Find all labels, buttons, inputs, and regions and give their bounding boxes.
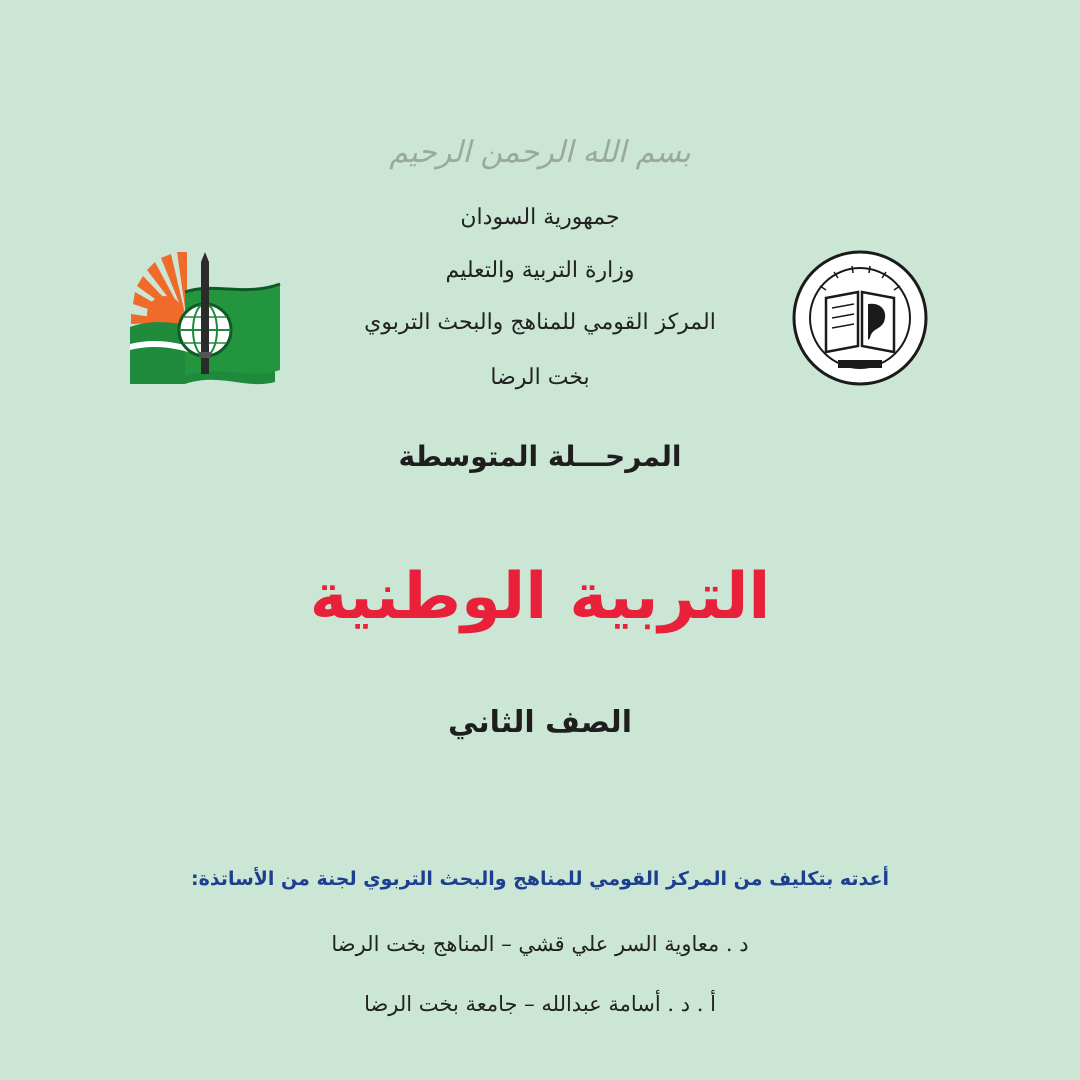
curriculum-center-name: المركز القومي للمناهج والبحث التربوي <box>364 310 716 335</box>
basmala-calligraphy: بسم الله الرحمن الرحيم <box>389 135 691 170</box>
location-name: بخت الرضا <box>490 365 590 390</box>
education-stage: المرحـــلة المتوسطة <box>398 440 682 473</box>
author-line: د . معاوية السر علي قشي – المناهج بخت الرضا <box>331 932 749 956</box>
curriculum-center-seal <box>790 248 930 388</box>
book-title: التربية الوطنية <box>309 560 771 634</box>
sunburst-icon <box>131 252 187 332</box>
preparation-credit: أعدته بتكليف من المركز القومي للمناهج والبحث التربوي لجنة من الأساتذة: <box>191 868 889 890</box>
grade-level: الصف الثاني <box>448 705 632 740</box>
ministry-name: وزارة التربية والتعليم <box>445 258 635 283</box>
country-name: جمهورية السودان <box>460 205 620 230</box>
author-line: أ . د . أسامة عبدالله – جامعة بخت الرضا <box>364 992 716 1016</box>
ministry-flag-logo <box>125 252 285 392</box>
